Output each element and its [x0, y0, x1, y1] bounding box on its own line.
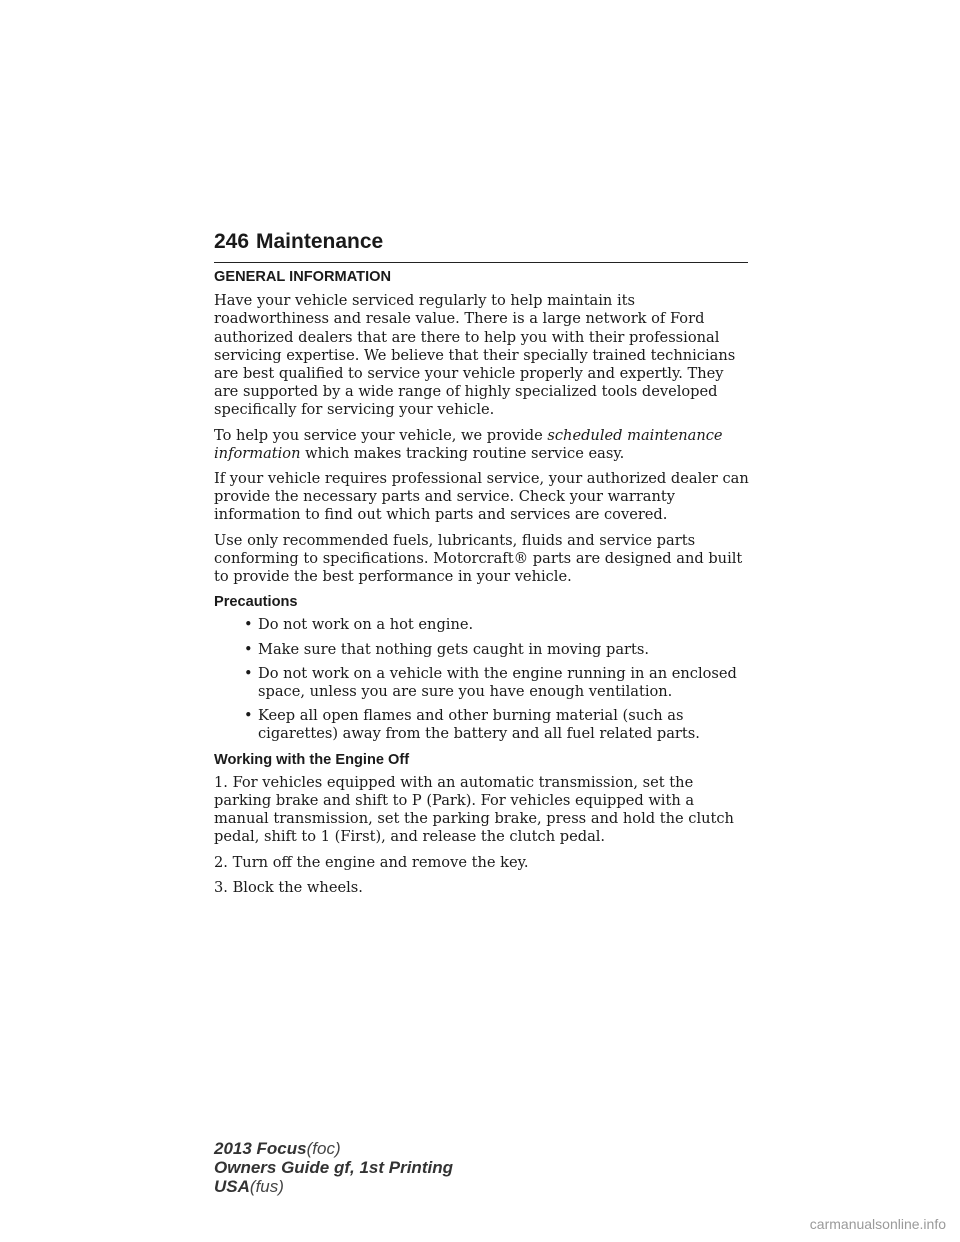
document-footer: [214, 1139, 453, 1196]
page-number: 246: [214, 230, 250, 253]
paragraph-professional-service: If your vehicle requires professional service, your authorized dealer can provide the necessary parts and service. Check your warranty information to find out which parts and services are covered.: [214, 470, 749, 524]
list-item: • Make sure that nothing gets caught in moving parts.: [244, 640, 649, 658]
list-item: • Do not work on a vehicle with the engine running in an enclosed space, unless you are sure you have enough ventilation.: [244, 664, 737, 701]
scheduled-maintenance-term: scheduled maintenance information: [214, 426, 723, 462]
footer-guide-line: Owners Guide gf, 1st Printing: [214, 1158, 453, 1177]
general-information-heading: GENERAL INFORMATION: [214, 269, 392, 285]
engine-off-heading: Working with the Engine Off: [214, 751, 410, 768]
footer-model-line: 2013 Focus(foc): [214, 1139, 341, 1158]
paragraph-scheduled-maintenance: To help you service your vehicle, we provide scheduled maintenance information which makes tracking routine service easy.: [214, 426, 723, 462]
precautions-heading: Precautions: [214, 594, 298, 611]
paragraph-servicing: Have your vehicle serviced regularly to help maintain its roadworthiness and resale value. There is a large network of Ford authorized dealers that are there to help you with their professional servicing expertise. We believe that their specially trained technicians are best qualified to service your vehicle properly and expertly. They are supported by a wide range of highly specialized tools developed specifically for servicing your vehicle.: [214, 292, 736, 419]
section-title: Maintenance: [256, 230, 384, 253]
step-item: 3. Block the wheels.: [214, 878, 363, 896]
footer-market-line: USA(fus): [214, 1177, 284, 1196]
page-content: [214, 268, 750, 904]
step-item: 2. Turn off the engine and remove the key.: [214, 853, 529, 871]
precautions-list: [214, 616, 750, 743]
list-item: • Keep all open flames and other burning material (such as cigarettes) away from the battery and all fuel related parts.: [244, 707, 700, 743]
bullet-icon: •: [244, 664, 253, 682]
bullet-icon: •: [244, 707, 253, 725]
step-item: 1. For vehicles equipped with an automatic transmission, set the parking brake and shift to P (Park). For vehicles equipped with a manual transmission, set the parking brake, press and hold the clutch pedal, shift to 1 (First), and release the clutch pedal.: [214, 773, 734, 846]
list-item: • Do not work on a hot engine.: [244, 616, 474, 634]
bullet-icon: •: [244, 640, 253, 658]
paragraph-recommended-parts: Use only recommended fuels, lubricants, fluids and service parts conforming to specifications. Motorcraft® parts are designed and built to provide the best performance in your vehicle.: [214, 531, 743, 586]
site-watermark: carmanualsonline.info: [809, 1216, 946, 1232]
bullet-icon: •: [244, 616, 253, 634]
page-header: [214, 228, 748, 263]
